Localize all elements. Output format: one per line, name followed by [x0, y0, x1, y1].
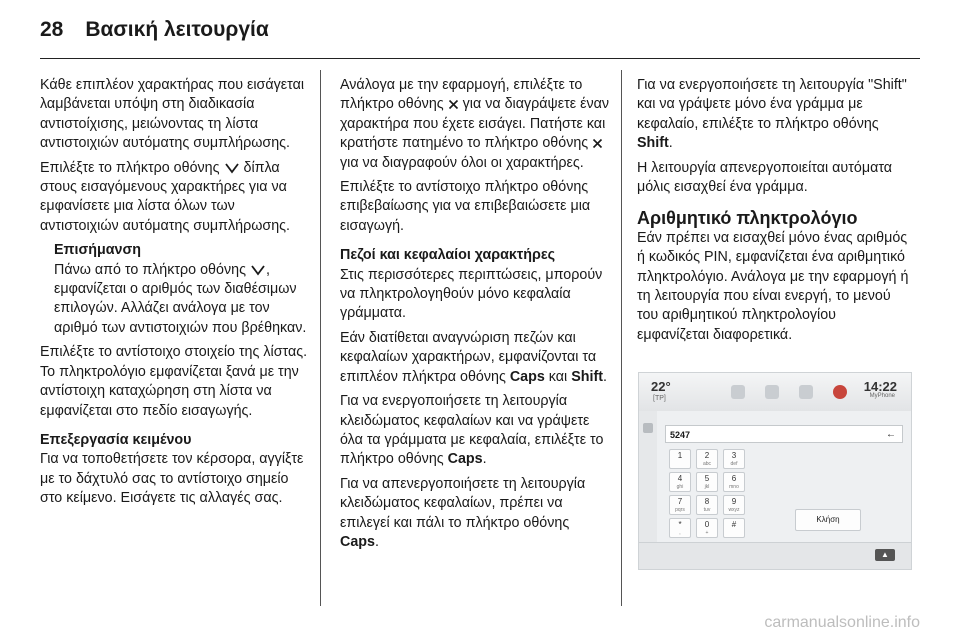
- keypad-key[interactable]: [696, 518, 718, 538]
- chevron-down-icon: [224, 162, 240, 174]
- paragraph: Κάθε επιπλέον χαρακτήρας που εισάγεται λαμβάνεται υπόψη στη διαδικασία αντιστοίχισης, μειώνοντας τη λίστα αντιστοιχιών αυτόματης συμπλήρωσης.: [40, 77, 305, 152]
- key-digit: 5: [704, 474, 710, 483]
- backspace-icon[interactable]: ←: [886, 429, 896, 440]
- keypad-key[interactable]: [669, 518, 691, 538]
- nav-icon[interactable]: [799, 385, 813, 399]
- operator-name: MyPhone: [869, 393, 895, 399]
- keypad: [669, 449, 745, 538]
- text: και: [548, 368, 568, 385]
- keypad-key[interactable]: [723, 449, 745, 469]
- caps-key-label: Caps: [447, 451, 483, 468]
- header-rule: [40, 58, 920, 59]
- paragraph: [340, 475, 610, 553]
- key-digit: 7: [677, 497, 683, 506]
- section-heading: Αριθμητικό πληκτρολόγιο: [637, 208, 858, 229]
- paragraph: Στις περισσότερες περιπτώσεις, μπορούν να πληκτρολογηθούν μόνο κεφαλαία γράμματα.: [340, 266, 603, 322]
- back-icon[interactable]: [643, 423, 653, 433]
- text: Εάν διατίθεται αναγνώριση πεζών και κεφαλαίων χαρακτήρων, εμφανίζονται τα επιπλέον πλήκτρα οθόνης: [340, 329, 597, 385]
- keypad-key[interactable]: [696, 472, 718, 492]
- key-digit: 2: [704, 451, 710, 460]
- paragraph: [340, 76, 610, 173]
- note-title: Επισήμανση: [54, 242, 141, 259]
- key-letters: tuv: [703, 507, 711, 513]
- x-icon: [592, 138, 603, 149]
- key-digit: 4: [677, 474, 683, 483]
- call-button[interactable]: Κλήση: [795, 509, 861, 531]
- paragraph: [340, 329, 610, 387]
- key-letters: wxyz: [728, 507, 740, 513]
- paragraph: Για να τοποθετήσετε τον κέρσορα, αγγίξτε με το δάχτυλό σας το αντίστοιχο σημείο στο κείμενο. Εισάγετε τις αλλαγές σας.: [40, 451, 304, 507]
- keypad-key[interactable]: [669, 472, 691, 492]
- paragraph: Η λειτουργία απενεργοποιείται αυτόματα μόλις εισαχθεί ένα γράμμα.: [637, 159, 893, 196]
- paragraph: Επιλέξτε το αντίστοιχο πλήκτρο οθόνης επιβεβαίωσης για να επιβεβαιώσετε μια εισαγωγή.: [340, 179, 591, 234]
- text: για να διαγράψετε έναν χαρακτήρα που έχετε εισάγει. Πατήστε και κρατήστε πατημένο το πλήκτρο οθόνης: [340, 96, 610, 152]
- key-letters: ghi: [676, 484, 684, 490]
- key-letters: ,: [679, 530, 681, 536]
- keypad-key[interactable]: [723, 472, 745, 492]
- column-divider: [320, 70, 321, 606]
- app-icons: [731, 385, 847, 399]
- text: .: [374, 533, 379, 550]
- chevron-down-icon: [250, 264, 266, 276]
- page-header: [40, 18, 269, 48]
- side-strip: [639, 411, 657, 543]
- text: .: [482, 451, 487, 468]
- tp-indicator: [TP]: [653, 395, 666, 402]
- paragraph: Επιλέξτε το αντίστοιχο στοιχείο της λίστας. Το πληκτρολόγιο εμφανίζεται ξανά με την αντίστοιχη καταχώρηση στη λίστα να εμφανίζεται στο πεδίο εισαγωγής.: [40, 344, 308, 419]
- text: .: [668, 135, 673, 152]
- text: Πάνω από το πλήκτρο οθόνης: [54, 261, 246, 278]
- keypad-key[interactable]: [696, 449, 718, 469]
- numeric-keypad-screenshot: [638, 372, 912, 570]
- key-letters: jkl: [704, 484, 710, 490]
- text: δίπλα στους εισαγόμενους χαρακτήρες για να εμφανίσετε μια λίστα όλων των αντιστοιχιών αυτόματης συμπλήρωσης.: [40, 159, 291, 234]
- key-digit: 3: [731, 451, 737, 460]
- status-bar: [639, 373, 911, 411]
- key-letters: pqrs: [675, 507, 685, 513]
- shift-key-label: Shift: [637, 135, 669, 152]
- music-icon[interactable]: [731, 385, 745, 399]
- number-input[interactable]: [665, 425, 903, 443]
- key-letters: abc: [702, 461, 712, 467]
- key-digit: 6: [731, 474, 737, 483]
- paragraph: [40, 159, 308, 237]
- paragraph: [340, 392, 610, 470]
- watermark: carmanualsonline.info: [764, 614, 920, 631]
- keypad-key[interactable]: [669, 495, 691, 515]
- caps-key-label: Caps: [509, 368, 545, 385]
- key-digit: 1: [677, 451, 683, 460]
- key-digit: *: [678, 520, 682, 529]
- keypad-key[interactable]: [669, 449, 691, 469]
- bottom-bar: [639, 542, 911, 569]
- key-digit: 9: [731, 497, 737, 506]
- paragraph: [637, 76, 911, 154]
- caps-key-label: Caps: [340, 533, 375, 550]
- text: Για να απενεργοποιήσετε τη λειτουργία κλειδώματος κεφαλαίων, πρέπει να επιλεγεί και πάλι το πλήκτρο οθόνης: [340, 475, 586, 531]
- key-letters: mno: [729, 484, 739, 490]
- key-digit: #: [731, 520, 737, 529]
- note: [40, 241, 308, 338]
- text: Για να ενεργοποιήσετε τη λειτουργία κλειδώματος κεφαλαίων και να γράψετε όλα τα γράμματα με κεφαλαία, επιλέξτε το πλήκτρο οθόνης: [340, 393, 604, 468]
- text: , εμφανίζεται ο αριθμός των διαθέσιμων επιλογών. Αλλάζει ανάλογα με τον αριθμό των αντιστοιχιών που βρέθηκαν.: [54, 261, 307, 336]
- keypad-key[interactable]: [723, 518, 745, 538]
- text: .: [602, 368, 607, 385]
- subheading: Επεξεργασία κειμένου: [40, 431, 192, 448]
- input-value: 5247: [670, 430, 691, 440]
- text: για να διαγραφούν όλοι οι χαρακτήρες.: [340, 154, 584, 171]
- text: Για να ενεργοποιήσετε τη λειτουργία "Shift" και να γράψετε μόνο ένα γράμμα με κεφαλαίο, επιλέξτε το πλήκτρο οθόνης: [637, 77, 907, 132]
- running-title: Βασική λειτουργία: [85, 18, 269, 41]
- column-3: [637, 76, 911, 350]
- key-letters: +: [705, 530, 709, 536]
- chevron-up-icon[interactable]: ▲: [875, 549, 895, 561]
- x-icon: [448, 99, 459, 110]
- key-digit: 0: [704, 520, 710, 529]
- subheading: Πεζοί και κεφαλαίοι χαρακτήρες: [340, 247, 556, 264]
- text: Επιλέξτε το πλήκτρο οθόνης: [40, 159, 220, 176]
- key-digit: 8: [704, 497, 710, 506]
- column-1: [40, 76, 308, 514]
- keypad-key[interactable]: [696, 495, 718, 515]
- clock: 14:22: [863, 379, 897, 394]
- page-number: 28: [40, 18, 64, 41]
- column-divider: [621, 70, 622, 606]
- column-2: [340, 76, 610, 557]
- record-icon[interactable]: [833, 385, 847, 399]
- temperature: 22°: [651, 379, 671, 394]
- shift-key-label: Shift: [571, 368, 603, 385]
- keypad-key[interactable]: [723, 495, 745, 515]
- text: Ανάλογα με την εφαρμογή, επιλέξτε το πλήκτρο οθόνης: [340, 77, 583, 113]
- phone-icon[interactable]: [765, 385, 779, 399]
- key-letters: def: [730, 461, 738, 467]
- paragraph: Εάν πρέπει να εισαχθεί μόνο ένας αριθμός ή κωδικός PIN, εμφανίζεται ένα αριθμητικό πληκτρολόγιο. Ανάλογα με την εφαρμογή ή τη λειτουργία που είναι ενεργή, το μενού του αριθμητικού πληκτρολογίου εμφανίζεται διαφορετικά.: [637, 229, 909, 343]
